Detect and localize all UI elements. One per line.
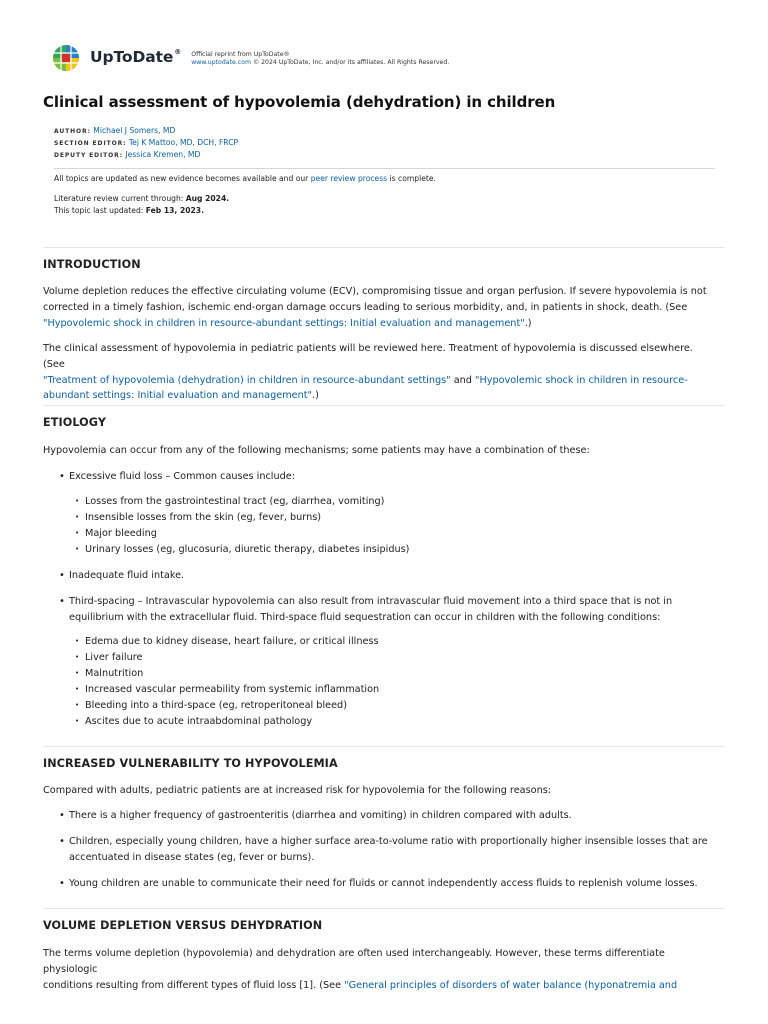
- hypovolemic-shock-link-2[interactable]: "Hypovolemic shock in children in resource-: [475, 374, 688, 386]
- hypovolemic-shock-link-2-cont[interactable]: abundant settings: Initial evaluation and management": [43, 390, 313, 402]
- divider: [54, 168, 715, 169]
- page-title: Clinical assessment of hypovolemia (dehydration) in children: [43, 93, 556, 111]
- author-link[interactable]: Michael J Somers, MD: [93, 126, 176, 135]
- section-heading-volume-depletion: VOLUME DEPLETION VERSUS DEHYDRATION: [43, 919, 323, 932]
- divider: [43, 405, 725, 406]
- deputy-editor-label: DEPUTY EDITOR:: [54, 152, 123, 160]
- reprint-notice: [191, 51, 449, 68]
- divider: [43, 908, 725, 909]
- uptodate-site-link[interactable]: www.uptodate.com: [191, 59, 251, 66]
- brand-name[interactable]: UpToDate®: [90, 47, 182, 66]
- divider: [43, 746, 725, 747]
- section-editor-label: SECTION EDITOR:: [54, 140, 127, 148]
- update-notice: All topics are updated as new evidence becomes available and our peer review process is complete.: [54, 174, 436, 183]
- section-heading-etiology: ETIOLOGY: [43, 416, 107, 429]
- peer-review-link[interactable]: peer review process: [310, 174, 388, 183]
- literature-review-date: Literature review current through: Aug 2024.: [54, 194, 230, 203]
- paragraph: Hypovolemia can occur from any of the following mechanisms; some patients may have a combination of these:: [43, 445, 590, 456]
- reprint-line: Official reprint from UpToDate®: [191, 50, 290, 58]
- copyright-text: © 2024 UpToDate, Inc. and/or its affiliates. All Rights Reserved.: [250, 59, 450, 66]
- site-header: [52, 44, 449, 72]
- deputy-editor-link[interactable]: Jessica Kremen, MD: [125, 150, 201, 160]
- treatment-hypovolemia-link[interactable]: "Treatment of hypovolemia (dehydration) in children in resource-abundant settings": [43, 374, 451, 386]
- water-balance-link[interactable]: "General principles of disorders of water balance (hyponatremia and: [344, 979, 678, 991]
- divider: [43, 247, 725, 248]
- paragraph: Volume depletion reduces the effective circulating volume (ECV), compromising tissue and organ perfusion. If severe hypovolemia is not corrected in a timely fashion, ischemic end-organ damage occurs leading to serious morbidity, and, in patients in shock, death. (See "Hypovolemic shock in children in resource-abundant settings: Initial evaluation and management".): [43, 286, 707, 329]
- paragraph: The terms volume depletion (hypovolemia) and dehydration are often used interchangeably. However, these terms differentiate physiologic conditions resulting from different types of fluid loss [1]. (See "General principles of disorders of water balance (hyponatremia and: [43, 948, 678, 991]
- paragraph: Compared with adults, pediatric patients are at increased risk for hypovolemia for the following reasons:: [43, 785, 552, 796]
- paragraph: The clinical assessment of hypovolemia in pediatric patients will be reviewed here. Treatment of hypovolemia is discussed elsewhere. (See "Treatment of hypovolemia (dehydration) in children in resource-abundant settings" and "Hypovolemic shock in children in resource- abundant settings: Initial evaluation and management".): [43, 343, 693, 402]
- section-heading-introduction: INTRODUCTION: [43, 258, 141, 271]
- last-updated-date: This topic last updated: Feb 13, 2023.: [54, 206, 204, 215]
- author-label: AUTHOR:: [54, 128, 91, 135]
- editor-credits: [54, 125, 238, 162]
- section-heading-vulnerability: INCREASED VULNERABILITY TO HYPOVOLEMIA: [43, 757, 338, 770]
- section-editor-link[interactable]: Tej K Mattoo, MD, DCH, FRCP: [128, 138, 239, 148]
- hypovolemic-shock-link[interactable]: "Hypovolemic shock in children in resource-abundant settings: Initial evaluation and management": [43, 317, 525, 329]
- uptodate-logo-icon[interactable]: [52, 44, 80, 72]
